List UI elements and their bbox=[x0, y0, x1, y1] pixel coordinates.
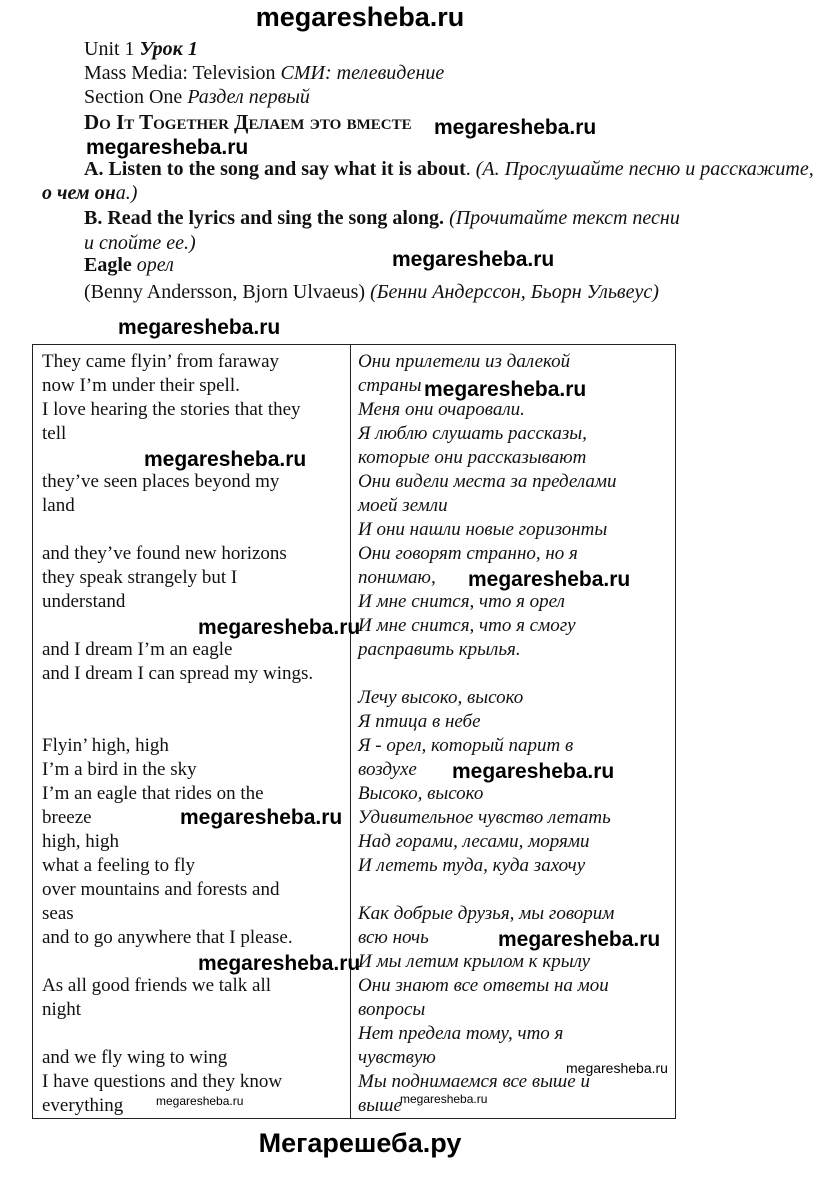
lyric-en: night bbox=[42, 999, 82, 1020]
lyric-en: now I’m under their spell. bbox=[42, 375, 240, 396]
lyric-ru: расправить крылья. bbox=[358, 639, 521, 660]
lyric-ru: воздухе bbox=[358, 759, 417, 780]
task-a-ru-pre: (А. Прослушайте песню и расскажите, bbox=[475, 158, 814, 180]
lyric-en: seas bbox=[42, 903, 74, 924]
watermark: megaresheba.ru bbox=[498, 928, 661, 951]
watermark: megaresheba.ru bbox=[468, 568, 631, 591]
watermark: megaresheba.ru bbox=[434, 116, 597, 139]
lyric-ru: страны bbox=[358, 375, 422, 396]
lyric-ru: Я - орел, который парит в bbox=[358, 735, 574, 756]
task-a-line1: A. Listen to the song and say what it is about. (А. Прослушайте песню и расскажите, bbox=[84, 158, 814, 180]
watermark: megaresheba.ru bbox=[392, 248, 555, 271]
lyric-en: They came flyin’ from faraway bbox=[42, 351, 280, 372]
lyric-ru: Удивительное чувство летать bbox=[358, 807, 611, 828]
footer-site-name: Мегарешеба.ру bbox=[258, 1128, 462, 1158]
lyric-en: understand bbox=[42, 591, 126, 612]
lyric-ru: Меня они очаровали. bbox=[358, 399, 525, 420]
lyric-en: land bbox=[42, 495, 75, 516]
song-title-ru: орел bbox=[136, 254, 174, 276]
song-authors-ru: (Бенни Андерссон, Бьорн Ульвеус) bbox=[370, 281, 659, 303]
unit-en: Unit 1 bbox=[84, 38, 135, 60]
lyric-ru: моей земли bbox=[358, 495, 448, 516]
topic-en: Mass Media: Television bbox=[84, 62, 276, 84]
unit-line bbox=[84, 38, 198, 61]
topic-line bbox=[84, 62, 444, 85]
lyric-en: and I dream I’m an eagle bbox=[42, 639, 233, 660]
task-b-en: B. Read the lyrics and sing the song along. bbox=[84, 207, 445, 229]
section-en: Section One bbox=[84, 86, 183, 108]
task-b bbox=[84, 206, 680, 256]
lyric-ru: Лечу высоко, высоко bbox=[358, 687, 524, 708]
lyric-en: and they’ve found new horizons bbox=[42, 543, 287, 564]
lyric-en: I have questions and they know bbox=[42, 1071, 283, 1092]
song-title bbox=[84, 254, 174, 277]
watermark: megaresheba.ru bbox=[144, 448, 307, 471]
lyric-en: what a feeling to fly bbox=[42, 855, 196, 876]
lyric-en: everything bbox=[42, 1095, 124, 1116]
lyric-en: they’ve seen places beyond my bbox=[42, 471, 280, 492]
watermark: megaresheba.ru bbox=[400, 1092, 488, 1106]
task-b-ru: (Прочитайте текст песни и спойте ее.) bbox=[84, 207, 680, 254]
lyric-en: As all good friends we talk all bbox=[42, 975, 272, 996]
lyric-en: I love hearing the stories that they bbox=[42, 399, 301, 420]
task-a-en: A. Listen to the song and say what it is about bbox=[84, 158, 466, 180]
lyric-en: and I dream I can spread my wings. bbox=[42, 663, 314, 684]
song-authors-en: (Benny Andersson, Bjorn Ulvaeus) bbox=[84, 281, 366, 303]
lyric-ru: Нет предела тому, что я bbox=[358, 1023, 564, 1044]
lyric-ru: Как добрые друзья, мы говорим bbox=[358, 903, 615, 924]
section-line bbox=[84, 86, 310, 109]
lyric-ru: Мы поднимаемся все выше и bbox=[358, 1071, 590, 1092]
topic-ru: СМИ: телевидение bbox=[280, 62, 445, 84]
watermark: megaresheba.ru bbox=[86, 136, 249, 159]
lyric-ru: Высоко, высоко bbox=[358, 783, 484, 804]
lyric-en: I’m a bird in the sky bbox=[42, 759, 197, 780]
lyric-ru: Над горами, лесами, морями bbox=[358, 831, 590, 852]
lyric-ru: И мне снится, что я орел bbox=[358, 591, 565, 612]
lyric-en: tell bbox=[42, 423, 67, 444]
header-site-name: megaresheba.ru bbox=[255, 2, 465, 32]
watermark: megaresheba.ru bbox=[566, 1060, 668, 1076]
lyric-ru: Они знают все ответы на мои bbox=[358, 975, 609, 996]
watermark: megaresheba.ru bbox=[156, 1094, 244, 1108]
lyric-en: and we fly wing to wing bbox=[42, 1047, 228, 1068]
lyric-ru: которые они рассказывают bbox=[358, 447, 587, 468]
lyric-ru: Они говорят странно, но я bbox=[358, 543, 578, 564]
table-divider bbox=[350, 344, 351, 1119]
heading-ru: Делаем это вместе bbox=[234, 110, 412, 134]
lyric-en: I’m an eagle that rides on the bbox=[42, 783, 264, 804]
lyric-en: breeze bbox=[42, 807, 92, 828]
lyric-en: and to go anywhere that I please. bbox=[42, 927, 293, 948]
lyric-ru: И они нашли новые горизонты bbox=[358, 519, 608, 540]
lyric-ru: выше bbox=[358, 1095, 402, 1116]
lyric-ru: Я птица в небе bbox=[358, 711, 481, 732]
task-a-line2 bbox=[42, 182, 682, 205]
watermark: megaresheba.ru bbox=[198, 952, 361, 975]
lyric-ru: И мне снится, что я смогу bbox=[358, 615, 576, 636]
lyric-ru: вопросы bbox=[358, 999, 426, 1020]
heading-en: Do It Together bbox=[84, 110, 229, 134]
lyric-ru: Они прилетели из далекой bbox=[358, 351, 571, 372]
lyric-en: over mountains and forests and bbox=[42, 879, 280, 900]
watermark: megaresheba.ru bbox=[198, 616, 361, 639]
lyric-ru: Они видели места за пределами bbox=[358, 471, 617, 492]
lyric-en: they speak strangely but I bbox=[42, 567, 238, 588]
lyric-ru: И лететь туда, куда захочу bbox=[358, 855, 586, 876]
task-a-ru-bold: о чем он bbox=[42, 182, 116, 204]
lyric-ru: Я люблю слушать рассказы, bbox=[358, 423, 587, 444]
lyric-en: Flyin’ high, high bbox=[42, 735, 169, 756]
lyric-ru: чувствую bbox=[358, 1047, 436, 1068]
watermark: megaresheba.ru bbox=[452, 760, 615, 783]
heading-line bbox=[84, 110, 412, 135]
watermark: megaresheba.ru bbox=[180, 806, 343, 829]
song-authors bbox=[84, 280, 680, 304]
task-a-ru-post: а.) bbox=[115, 182, 138, 204]
lyric-ru: И мы летим крылом к крылу bbox=[358, 951, 591, 972]
lyric-en: high, high bbox=[42, 831, 120, 852]
watermark: megaresheba.ru bbox=[424, 378, 587, 401]
unit-ru: Урок 1 bbox=[139, 38, 198, 60]
lyric-ru: всю ночь bbox=[358, 927, 429, 948]
song-title-en: Eagle bbox=[84, 254, 132, 276]
watermark: megaresheba.ru bbox=[118, 316, 281, 339]
section-ru: Раздел первый bbox=[187, 86, 310, 108]
lyric-ru: понимаю, bbox=[358, 567, 436, 588]
